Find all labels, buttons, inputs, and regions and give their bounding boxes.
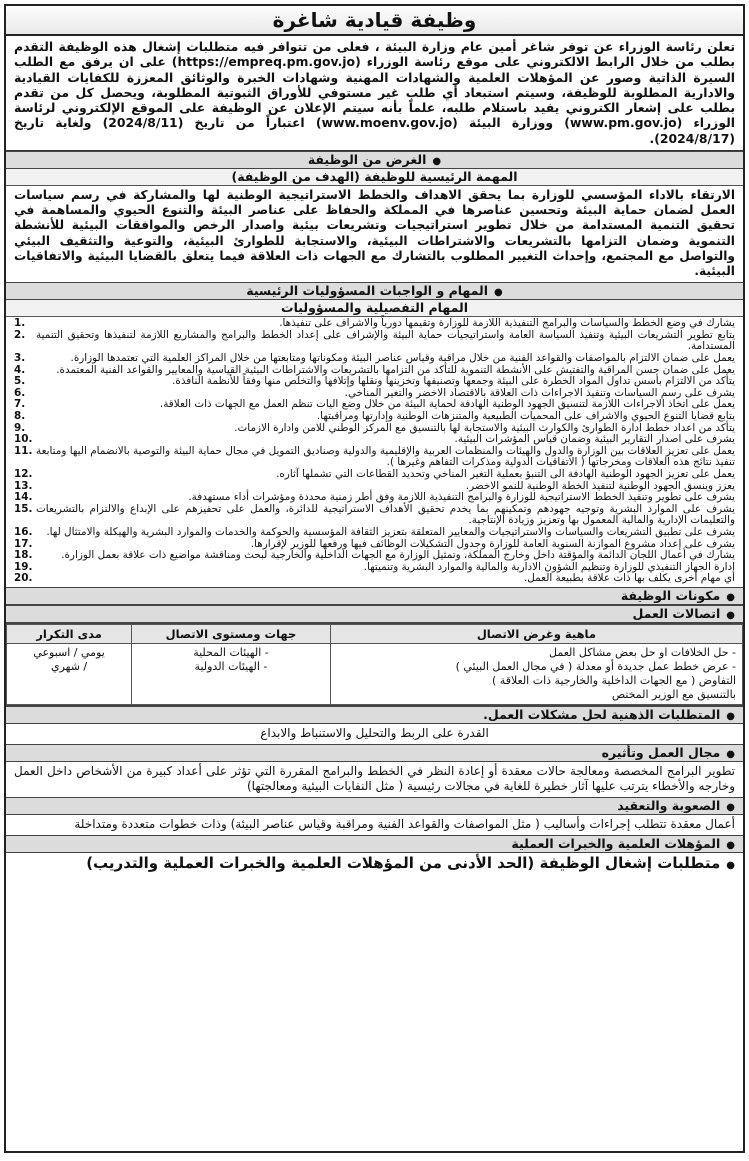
duty-number: 7. <box>14 398 26 411</box>
section-communications-heading: ●اتصالات العمل <box>6 605 743 623</box>
duty-number: 2. <box>14 328 26 341</box>
duty-text: أي مهام أخرى يكلف بها ذات علاقة بطبيعة العمل. <box>524 572 735 585</box>
duty-item <box>14 504 735 527</box>
duty-item <box>14 446 735 469</box>
duty-number: 12. <box>14 468 33 481</box>
bullet-icon: ● <box>494 287 503 299</box>
duty-number: 18. <box>14 549 33 562</box>
duty-item <box>14 469 735 481</box>
duty-number: 5. <box>14 375 26 388</box>
col-nature-header: ماهية وغرض الاتصال <box>330 624 742 643</box>
requirements-text: ●متطلبات إشغال الوظيفة (الحد الأدنى من المؤهلات العلمية والخبرات العملية والتدريب) <box>86 853 735 872</box>
bullet-icon: ● <box>726 839 735 851</box>
duty-text: يعمل على تعزيز الجهود الوطنية الهادفة الى التنبؤ بعملية التغير المناخي وتحديد القطاعات التي تشملها آثاره. <box>276 468 735 481</box>
mental-text: القدرة على الربط والتحليل والاستنباط والابداع <box>260 725 489 740</box>
bullet-icon: ● <box>726 859 735 871</box>
duty-number: 16. <box>14 525 33 538</box>
bullet-icon: ● <box>726 710 735 722</box>
duty-item <box>14 411 735 423</box>
frequency-line: / شهري <box>50 659 88 673</box>
duty-text: يشرف على رسم السياسات وتنفيذ الاجراءات ذات العلاقة بالاقتصاد الاخضر والتغير المناخي. <box>344 386 735 399</box>
section-qualifications-heading: ●المؤهلات العلمية والخبرات العملية <box>6 835 743 853</box>
communications-table <box>6 623 743 706</box>
duty-text: يعمل على ضمان الالتزام بالمواصفات والقواعد الفنية من خلال مراقبة وقياس عناصر البيئة ومكوناتها ومتابعتها من خلال المراكز العلمية التي تعتمدها الوزارة. <box>70 352 735 365</box>
section-purpose-heading: ●الغرض من الوظيفة <box>6 151 743 169</box>
purpose-subheading: المهمة الرئيسية للوظيفة (الهدف من الوظيفة) <box>6 169 743 186</box>
duty-number: 9. <box>14 421 26 434</box>
duty-number: 20. <box>14 572 33 585</box>
nature-cell <box>330 643 742 704</box>
purpose-text: الارتقاء بالاداء المؤسسي للوزارة بما يحقق الاهداف والخطط الاستراتيجية الوطنية لها والمشاركة في رسم سياسات العمل لضمان حماية البيئة وتحسين عناصرها في المملكة والحفاظ على عناصر البيئة والتنوع الحيوي والمساهمة في تحقيق التنمية المستدامة من خلال تطوير استراتيجيات وتشريعات بيئية واصدار الرخص والموافقات البيئية للأنشطة التنموية وضمان التزامها بالتشريعات والاشتراطات البيئية، والاستجابة للطوارئ البيئية، والتوعية والتثقيف البيئي والتواصل مع المجتمع، وإحداث التغيير المطلوب بالتشارك مع الجهات ذات العلاقة فيما يتعلق بالقضايا البيئية والاتفاقيات البيئية. <box>14 188 735 279</box>
job-advertisement <box>4 4 745 1153</box>
ad-title: وظيفة قيادية شاغرة <box>6 6 743 36</box>
duties-list <box>6 317 743 587</box>
bullet-icon: ● <box>726 801 735 813</box>
duty-text: يعمل على ضمان حسن المراقبة والتفتيش على الأنشطة التنموية للتأكد من التزامها بالتشريعات والاشتراطات البيئية القياسية والمعايير والقواعد الفنية المعتمدة. <box>56 363 735 376</box>
col-frequency-header: مدى التكرار <box>7 624 132 643</box>
duty-text: يشرف على الموارد البشرية وتوجيه جهودهم وتمكينهم بما يخدم تحقيق الأهداف الاستراتيجية للدائرة، والعمل على تحفيزهم على الإبداع والالتزام بالتشريعات والتعليمات الإدارية والمالية المعمول بها وتعزيز وزيادة الإنتاجية. <box>36 502 735 527</box>
section-difficulty-heading: ●الصعوبة والتعقيد <box>6 797 743 815</box>
nature-line: - حل الخلافات او حل بعض مشاكل العمل <box>549 645 736 659</box>
duties-subheading: المهام التفصيلية والمسؤوليات <box>6 300 743 317</box>
duty-text: ادارة الجهاز التنفيذي للوزارة وتنظيم الشؤون الادارية والمالية والموارد البشرية وتنميتها. <box>363 560 735 573</box>
duty-item <box>14 527 735 539</box>
duty-item <box>14 353 735 365</box>
col-parties-header: جهات ومستوى الاتصال <box>132 624 331 643</box>
section-duties-heading: ●المهام و الواجبات المسؤوليات الرئيسية <box>6 282 743 300</box>
duty-text: يشارك في أعمال اللجان الدائمة والمؤقتة داخل وخارج المملكة، وتمثيل الوزارة مع الجهات الداخلية والخارجية لبحث ومناقشة مواضيع ذات علاقة بعمل الوزارة. <box>61 549 735 562</box>
difficulty-text: أعمال معقدة تتطلب إجراءات وأساليب ( مثل المواصفات والقواعد الفنية ومراقبة وقياس عناصر البيئة) وذات خطوات متعددة ومتداخلة <box>74 816 735 831</box>
duty-number: 15. <box>14 502 33 515</box>
duty-item <box>14 573 735 585</box>
duty-text: يشرف على تطوير وتنفيذ الخطط الاستراتيجية للوزارة والبرامج التنفيذية اللازمة وفق أطر زمنية محددة ومؤشرات أداء مستهدفة. <box>188 491 735 504</box>
duty-text: يشرف على تطبيق التشريعات والسياسات والاستراتيجيات والمعايير المتعلقة بتعزيز الثقافة المؤسسية والحوكمة والخدمات والموارد البشرية والهيكلة والامتثال لها. <box>46 525 735 538</box>
party-line: - الهيئات الدولية <box>194 659 268 673</box>
duty-text: يتأكد من الالتزام بأسس تداول المواد الخطرة على البيئة وجمعها وتصنيفها وتخزينها ونقلها وإتلافها والتخلص منها وفقاً للأنظمة النافذة. <box>172 375 735 388</box>
party-line: - الهيئات المحلية <box>193 645 269 659</box>
duty-number: 3. <box>14 352 26 365</box>
section-components-heading: ●مكونات الوظيفة <box>6 587 743 605</box>
parties-cell <box>132 643 331 704</box>
nature-line: - عرض خطط عمل جديدة أو معدلة ( في مجال العمل البيئي ) <box>455 659 736 673</box>
duty-number: 17. <box>14 537 33 550</box>
duty-number: 1. <box>14 317 26 330</box>
duty-text: يعمل على اتخاذ الاجراءات اللازمة لتنسيق الجهود الوطنية الهادفة لحماية البيئة من خلال وضع اليات تنظم العمل مع الجهات ذات العلاقة. <box>159 398 735 411</box>
duty-number: 4. <box>14 363 26 376</box>
section-scope-heading: ●مجال العمل وتأثيره <box>6 744 743 762</box>
intro-paragraph: تعلن رئاسة الوزراء عن توفر شاغر أمين عام وزارة البيئة ، فعلى من تتوافر فيه متطلبات إشغال هذه الوظيفة التقدم بطلب من خلال الرابط الالكتروني على موقع رئاسة الوزراء (https://empreq.pm.gov.jo) على ان يرفق مع الطلب السيرة الذاتية وصور عن المؤهلات العلمية والشهادات المهنية وشهادات الخبرة والوثائق المعززة للكفايات القيادية والادارية المطلوبة للوظيفة، وسيتم استبعاد أي طلب غير مستوفي للأوراق الثبوتية المطلوبة، ويحصل كل من تقدم بطلب على إشعار الكتروني يفيد باستلام طلبه، علماً بأنه سيتم الإعلان عن الوظيفة على الموقع الإلكتروني لرئاسة الوزراء (www.pm.gov.jo) ووزارة البيئة (www.moenv.gov.jo) اعتباراً من تاريخ (2024/8/11) ولغاية تاريخ (2024/8/17). <box>6 36 743 151</box>
bullet-icon: ● <box>726 748 735 760</box>
bullet-icon: ● <box>726 591 735 603</box>
nature-line: بالتنسيق مع الوزير المختص <box>611 687 736 701</box>
bullet-icon: ● <box>432 156 442 168</box>
duty-number: 14. <box>14 491 33 504</box>
duty-text: يتأكد من اعداد خطط ادارة الطوارئ والكوارث البيئية والاستجابة لها بالتنسيق مع المركز الوطني للامن وادارة الازمات. <box>234 421 735 434</box>
frequency-line: يومي / اسبوعي <box>33 645 105 659</box>
duty-text: يعمل على تعزيز العلاقات بين الوزارة والدول والهيئات والمنظمات العربية والإقليمية والدولية وصناديق التمويل في مجال حماية البيئة والتوصية بالانضمام اليها ومتابعة تنفيذ نتائج هذه العلاقات ومخرجاتها ( الاتفاقيات الدولية ومذكرات التفاهم وغيرها ). <box>36 444 735 469</box>
duty-number: 11. <box>14 444 33 457</box>
duty-number: 8. <box>14 410 26 423</box>
duty-number: 6. <box>14 386 26 399</box>
duty-text: يعزز وينسق الجهود الوطنية لتنفيذ الخطة الوطنية للنمو الاخضر. <box>465 479 735 492</box>
duty-text: يشرف على اصدار التقارير البيئية وضمان قياس المؤشرات البيئية. <box>454 433 735 446</box>
duty-item <box>14 330 735 353</box>
duty-number: 13. <box>14 479 33 492</box>
section-mental-heading: ●المتطلبات الذهنية لحل مشكلات العمل. <box>6 706 743 724</box>
duty-text: يشرف على إعداد مشروع الموازنة السنوية العامة للوزارة وجدول التشكيلات الوظائف فيها ورفعها للوزير لإقرارها. <box>250 537 735 550</box>
duty-text: يتابع قضايا التنوع الحيوي والاشراف على المحميات الطبيعية والمتنزهات الوطنية وإدارتها ومراقبتها. <box>316 410 735 423</box>
frequency-cell <box>7 643 132 704</box>
duty-number: 19. <box>14 560 33 573</box>
bullet-icon: ● <box>726 609 735 621</box>
duty-number: 10. <box>14 433 33 446</box>
duty-text: يشارك في وضع الخطط والسياسات والبرامج التنفيذية اللازمة للوزارة وتقيمها دورياً والاشراف على تنفيذها. <box>279 317 735 330</box>
nature-line: التفاوض ( مع الجهات الداخلية والخارجية ذات العلاقة ) <box>492 673 736 687</box>
scope-text: تطوير البرامج المخصصة ومعالجة حالات معقدة أو إعادة النظر في الخطط والبرامج المقررة التي تؤثر على أعداد كبيرة من الأشخاص داخل العمل وخارجه والأخطاء يترتب عليها آثار خطيرة للغاية في مجالات رئيسية ( مثل النفايات البيئية ومعالجتها) <box>14 763 735 793</box>
duty-text: يتابع تطوير التشريعات البيئية وتنفيذ السياسة العامة واستراتيجيات حماية البيئة والإشراف على إعداد الخطط والبرامج والمشاريع اللازمة لتنفيذها وتحقيق التنمية المستدامة. <box>36 328 735 353</box>
